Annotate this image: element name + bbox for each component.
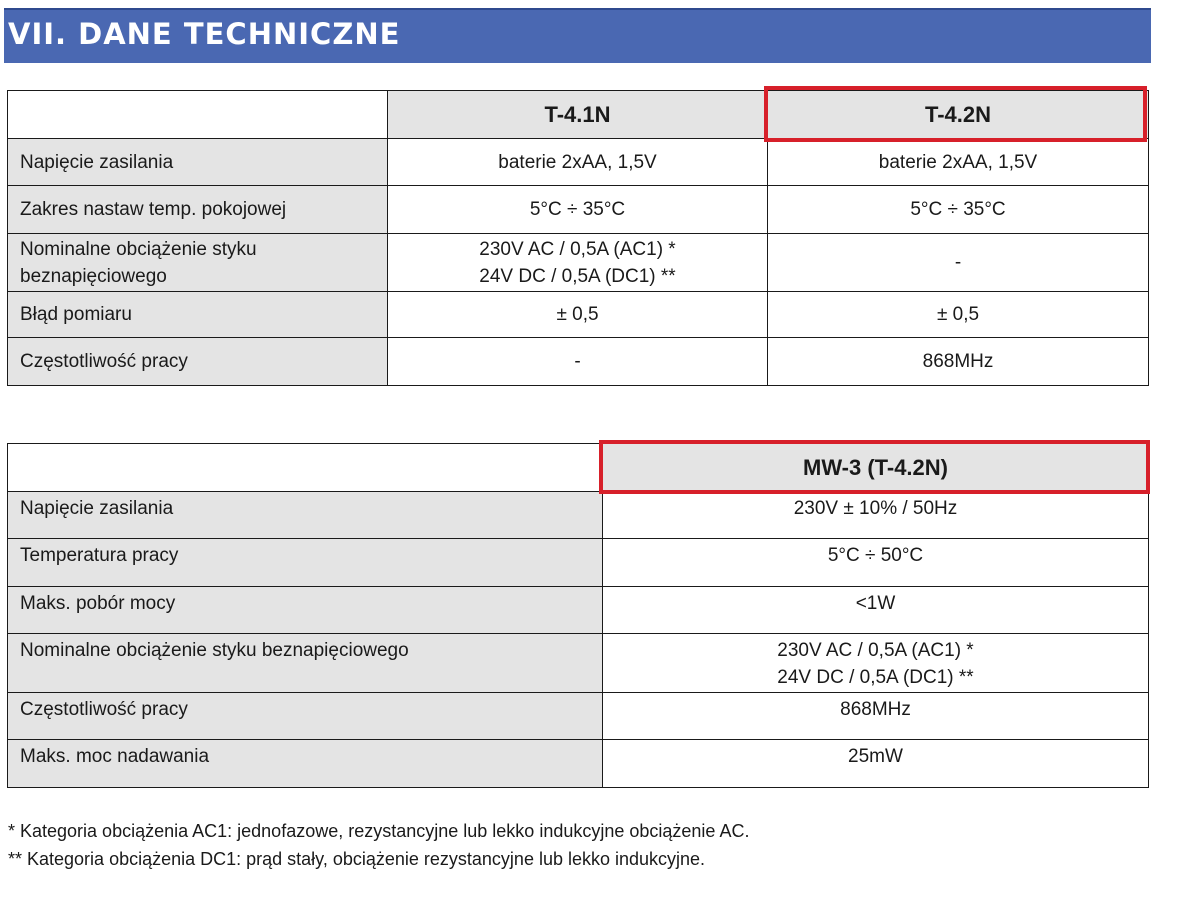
cell-value: <1W xyxy=(603,587,1149,634)
cell-t41n: ± 0,5 xyxy=(388,292,768,338)
section-title: VII. DANE TECHNICZNE xyxy=(8,17,401,51)
row-label: Nominalne obciążenie styku beznapięciowego xyxy=(8,634,603,693)
header-t41n: T-4.1N xyxy=(388,91,768,139)
cell-value: 868MHz xyxy=(603,693,1149,740)
table-row xyxy=(8,186,1149,234)
table-row xyxy=(8,539,1149,587)
table-row xyxy=(8,492,1149,539)
spec-table-mw3 xyxy=(7,443,1149,788)
footnote-dc1: ** Kategoria obciążenia DC1: prąd stały, obciążenie rezystancyjne lub lekko indukcyjne. xyxy=(8,849,706,869)
table-row xyxy=(8,234,1149,292)
highlight-box-t42n xyxy=(764,86,1147,142)
header-empty-cell xyxy=(8,444,603,492)
row-label: Maks. moc nadawania xyxy=(8,740,603,788)
highlight-box-mw3 xyxy=(599,440,1150,494)
row-label: Maks. pobór mocy xyxy=(8,587,603,634)
header-t42n: T-4.2N xyxy=(768,91,1149,139)
row-label: Napięcie zasilania xyxy=(8,492,603,539)
footnotes xyxy=(8,817,749,873)
cell-line: 230V AC / 0,5A (AC1) * xyxy=(777,640,974,661)
cell-t42n: baterie 2xAA, 1,5V xyxy=(768,139,1149,186)
cell-t41n xyxy=(388,234,768,292)
row-label xyxy=(8,234,388,292)
row-label: Błąd pomiaru xyxy=(8,292,388,338)
table-row xyxy=(8,693,1149,740)
row-label: Częstotliwość pracy xyxy=(8,338,388,386)
cell-value xyxy=(603,634,1149,693)
row-label-line: beznapięciowego xyxy=(20,265,167,287)
section-title-bar xyxy=(4,8,1151,63)
row-label-line: Nominalne obciążenie styku xyxy=(20,238,257,260)
cell-t42n: - xyxy=(768,234,1149,292)
header-mw3: MW-3 (T-4.2N) xyxy=(603,444,1149,492)
row-label: Częstotliwość pracy xyxy=(8,693,603,740)
cell-line: 230V AC / 0,5A (AC1) * xyxy=(479,238,676,260)
cell-t42n: 5°C ÷ 35°C xyxy=(768,186,1149,234)
cell-value: 5°C ÷ 50°C xyxy=(603,539,1149,587)
cell-line: 24V DC / 0,5A (DC1) ** xyxy=(777,667,974,688)
table-row xyxy=(8,338,1149,386)
table-row xyxy=(8,292,1149,338)
cell-line: 24V DC / 0,5A (DC1) ** xyxy=(479,265,676,287)
row-label: Napięcie zasilania xyxy=(8,139,388,186)
table-row xyxy=(8,634,1149,693)
cell-value: 25mW xyxy=(603,740,1149,788)
table-row xyxy=(8,139,1149,186)
cell-t42n: ± 0,5 xyxy=(768,292,1149,338)
row-label: Zakres nastaw temp. pokojowej xyxy=(8,186,388,234)
footnote-ac1: * Kategoria obciążenia AC1: jednofazowe, rezystancyjne lub lekko indukcyjne obciążenie AC. xyxy=(8,821,750,841)
cell-t41n: - xyxy=(388,338,768,386)
cell-value: 230V ± 10% / 50Hz xyxy=(603,492,1149,539)
cell-t41n: baterie 2xAA, 1,5V xyxy=(388,139,768,186)
row-label: Temperatura pracy xyxy=(8,539,603,587)
cell-t41n: 5°C ÷ 35°C xyxy=(388,186,768,234)
table-row xyxy=(8,587,1149,634)
cell-t42n: 868MHz xyxy=(768,338,1149,386)
header-empty-cell xyxy=(8,91,388,139)
table-row xyxy=(8,740,1149,788)
